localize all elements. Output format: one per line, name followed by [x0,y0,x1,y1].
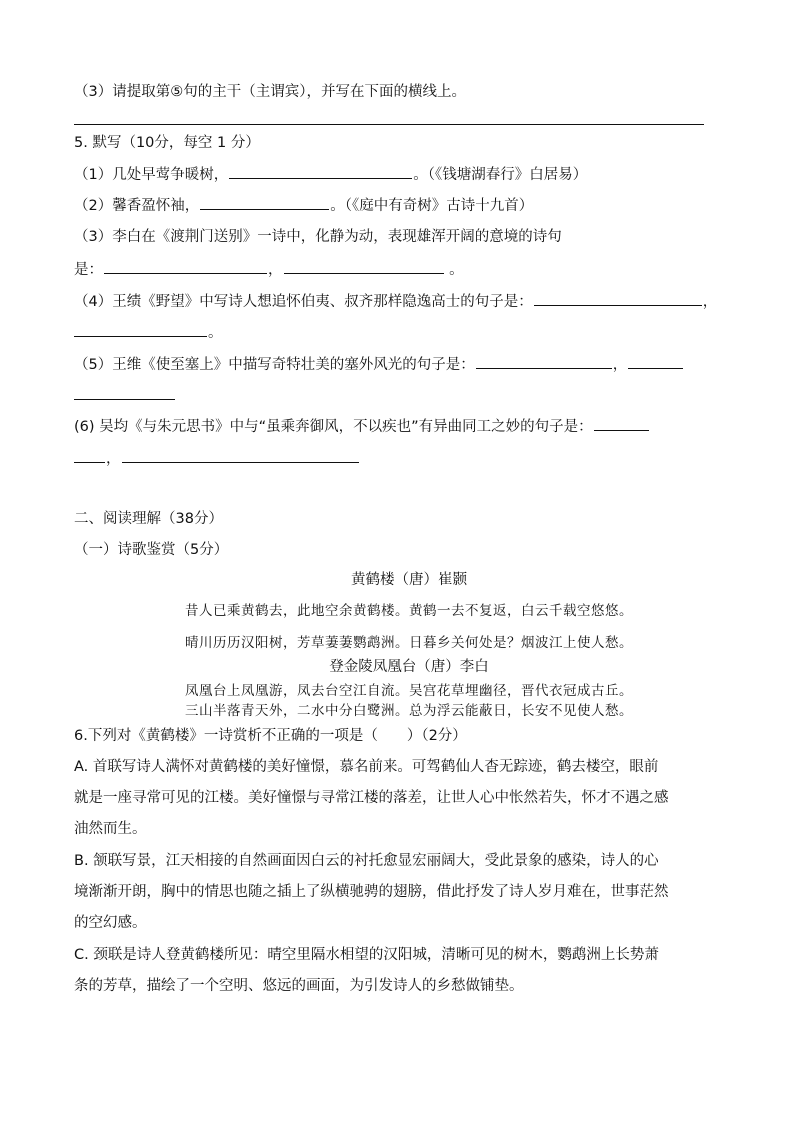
q5-item-3-prefix: 是： [74,262,103,278]
q5-blank-6a-part2[interactable] [74,448,105,463]
q5-item-6-sep: ， [106,451,121,467]
q5-item-4-end: 。 [208,325,223,341]
q5-item-5-prefix: （5）王维《使至塞上》中描写奇特壮美的塞外风光的句子是： [74,357,475,373]
q5-blank-6b[interactable] [122,448,359,463]
q5-item-6-line1 [74,416,650,437]
q6-option-a-line-3: 油然而生。 [74,821,147,837]
q5-item-1-suffix: 。（《钱塘湖春行》白居易） [413,167,588,183]
q5-item-2-suffix: 。（《庭中有奇树》古诗十九首） [330,198,534,214]
q5-blank-4a[interactable] [534,291,702,306]
q5-item-4-line1 [74,291,717,312]
section-2-sub-1: （一）诗歌鉴赏（5分） [74,542,229,558]
q5-item-2 [74,195,533,216]
q6-stem: 6.下列对《黄鹤楼》一诗赏析不正确的一项是（ ）（2分） [74,728,467,744]
q5-blank-5b-part2[interactable] [74,399,175,400]
q5-item-3-sep: ， [268,262,283,278]
q5-item-2-prefix: （2）馨香盈怀袖， [74,198,200,214]
q5-item-6-line2 [74,448,360,469]
q5-item-3-line1: （3）李白在《渡荆门送别》一诗中，化静为动，表现雄浑开阔的意境的诗句 [74,229,562,245]
q5-item-4-sep: ， [702,294,718,310]
q6-option-a-line-2: 就是一座寻常可见的江楼。美好憧憬与寻常江楼的落差，让世人心中怅然若失，怀才不遇之感 [74,790,669,806]
q5-item-4-prefix: （4）王绩《野望》中写诗人想追怀伯夷、叔齐那样隐逸高士的句子是： [74,294,533,310]
q5-item-1-prefix: （1）几处早莺争暖树， [74,167,229,183]
q4-3-answer-line[interactable] [74,124,704,125]
q5-blank-1[interactable] [229,164,412,179]
q5-item-3-end: 。 [444,262,464,278]
q5-item-6-prefix: (6) 吴均《与朱元思书》中与“虽乘奔御风，不以疾也”有异曲同工之妙的句子是： [74,419,593,435]
q5-item-5-sep: ， [612,357,628,373]
poem-2-line-2: 三山半落青天外，二水中分白鹭洲。总为浮云能蔽日，长安不见使人愁。 [185,703,633,719]
q4-3-text: （3）请提取第⑤句的主干（主谓宾），并写在下面的横线上。 [74,84,466,100]
q5-item-4-line2 [74,322,223,343]
poem-2-title: 登金陵凤凰台（唐）李白 [329,659,489,675]
q5-item-3-line2 [74,259,464,280]
q5-blank-4b[interactable] [74,322,207,337]
poem-1-line-2: 晴川历历汉阳树，芳草萋萋鹦鹉洲。日暮乡关何处是？烟波江上使人愁。 [185,635,633,651]
q5-title: 5. 默写（10分，每空 1 分） [74,135,260,151]
q5-item-5-line1 [74,354,684,375]
q5-blank-6a-part1[interactable] [594,416,649,431]
q6-option-a-line-1: A. 首联写诗人满怀对黄鹤楼的美好憧憬，慕名前来。可驾鹤仙人杳无踪迹，鹤去楼空，眼前 [74,759,659,775]
q5-blank-5b-part1[interactable] [628,354,683,369]
q5-blank-2[interactable] [200,195,329,210]
q6-option-c-line-1: C. 颈联是诗人登黄鹤楼所见：晴空里隔水相望的汉阳城，清晰可见的树木，鹦鹉洲上长势萧 [74,947,659,963]
q5-blank-3a[interactable] [104,259,267,274]
q6-option-b-line-1: B. 颔联写景，江天相接的自然画面因白云的衬托愈显宏丽阔大，受此景象的感染，诗人的心 [74,853,659,869]
q5-blank-5a[interactable] [476,354,612,369]
poem-1-line-1: 昔人已乘黄鹤去，此地空余黄鹤楼。黄鹤一去不复返，白云千载空悠悠。 [185,603,633,619]
poem-2-line-1: 凤凰台上凤凰游，凤去台空江自流。吴宫花草埋幽径，晋代衣冠成古丘。 [185,683,633,699]
q5-blank-3b[interactable] [284,259,444,274]
q5-item-1 [74,164,587,185]
poem-1-title: 黄鹤楼（唐）崔颢 [351,572,467,588]
q6-option-b-line-2: 境渐渐开朗，胸中的情思也随之插上了纵横驰骋的翅膀，借此抒发了诗人岁月难在，世事茫然 [74,884,669,900]
q6-option-b-line-3: 的空幻感。 [74,915,147,931]
q6-option-c-line-2: 条的芳草，描绘了一个空明、悠远的画面，为引发诗人的乡愁做铺垫。 [74,978,524,994]
section-2-title: 二、阅读理解（38分） [74,511,223,527]
